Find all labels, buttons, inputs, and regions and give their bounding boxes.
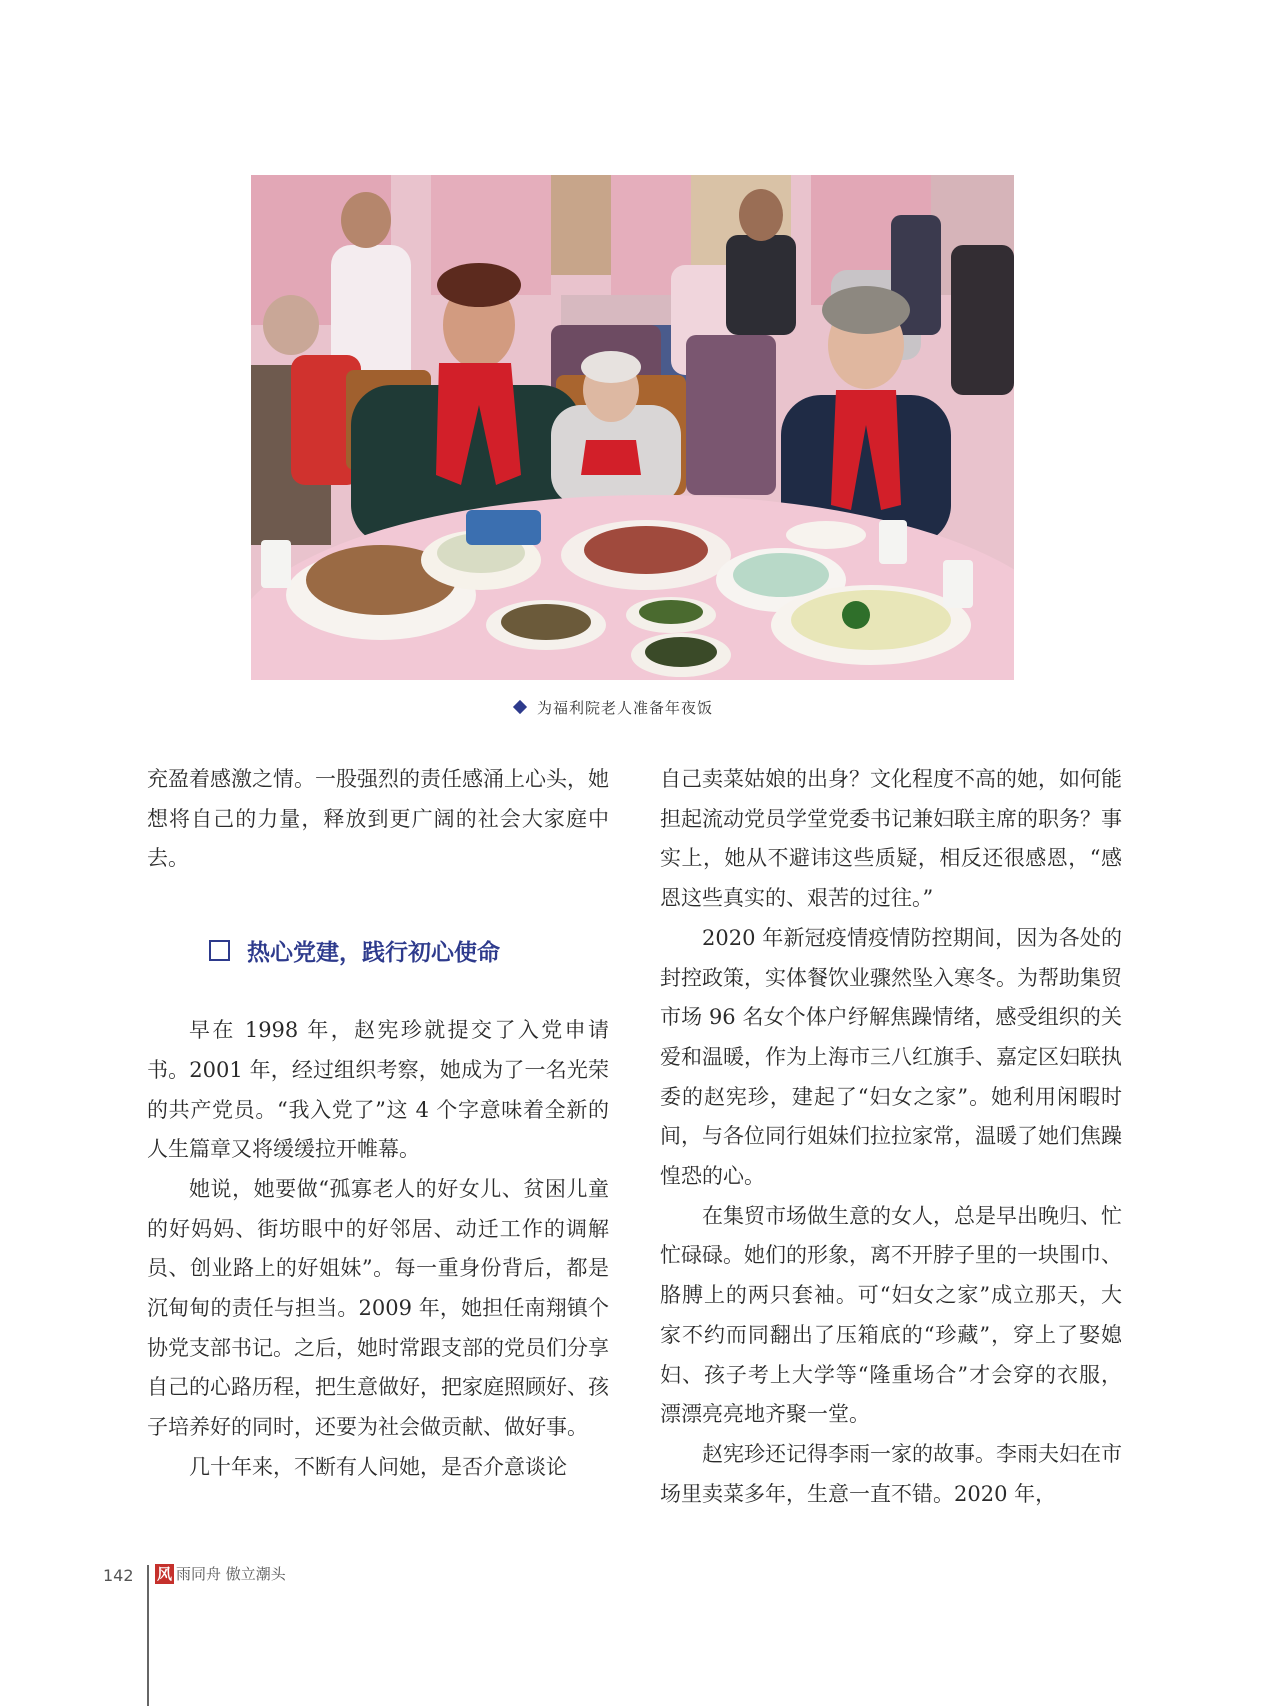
footer-divider — [147, 1565, 149, 1706]
section-heading — [209, 929, 609, 971]
right-column — [660, 760, 1122, 1514]
left-column — [147, 760, 609, 1488]
banquet-photo — [251, 175, 1014, 680]
square-bullet-icon — [209, 940, 230, 961]
running-footer — [155, 1563, 286, 1584]
caption-text: 为福利院老人准备年夜饭 — [537, 698, 714, 717]
left-paragraph-3: 她说，她要做“孤寡老人的好女儿、贫困儿童的好妈妈、街坊眼中的好邻居、动迁工作的调解员、创业路上的好姐妹”。每一重身份背后，都是沉甸甸的责任与担当。2009 年，她担任南翔镇个协党支部书记。之后，她时常跟支部的党员们分享自己的心路历程，把生意做好，把家庭照顾好、孩子培养好的同时，还要为社会做贡献、做好事。 — [147, 1176, 609, 1440]
feng-logo-icon: 风 — [157, 1564, 173, 1583]
right-paragraph-4: 赵宪珍还记得李雨一家的故事。李雨夫妇在市场里卖菜多年，生意一直不错。2020 年， — [660, 1441, 1122, 1506]
photo-caption — [515, 696, 713, 718]
diamond-bullet-icon — [513, 700, 527, 714]
right-paragraph-2: 2020 年新冠疫情疫情防控期间，因为各处的封控政策，实体餐饮业骤然坠入寒冬。为帮助集贸市场 96 名女个体户纾解焦躁情绪，感受组织的关爱和温暖，作为上海市三八红旗手、嘉定区妇联执委的赵宪珍，建起了“妇女之家”。她利用闲暇时间，与各位同行姐妹们拉拉家常，温暖了她们焦躁惶恐的心。 — [660, 925, 1122, 1189]
right-paragraph-3: 在集贸市场做生意的女人，总是早出晚归、忙忙碌碌。她们的形象，离不开脖子里的一块围巾、胳膊上的两只套袖。可“妇女之家”成立那天，大家不约而同翻出了压箱底的“珍藏”，穿上了娶媳妇、孩子考上大学等“隆重场合”才会穿的衣服，漂漂亮亮地齐聚一堂。 — [660, 1203, 1122, 1427]
footer-title-text: 雨同舟 傲立潮头 — [176, 1565, 286, 1583]
page-number: 142 — [103, 1566, 134, 1585]
left-paragraph-2: 早在 1998 年，赵宪珍就提交了入党申请书。2001 年，经过组织考察，她成为了一名光荣的共产党员。“我入党了”这 4 个字意味着全新的人生篇章又将缓缓拉开帷幕。 — [147, 1018, 609, 1162]
section-heading-text: 热心党建，践行初心使命 — [247, 939, 500, 966]
right-paragraph-1: 自己卖菜姑娘的出身？文化程度不高的她，如何能担起流动党员学堂党委书记兼妇联主席的职务？事实上，她从不避讳这些质疑，相反还很感恩，“感恩这些真实的、艰苦的过往。” — [660, 767, 1122, 911]
left-paragraph-4: 几十年来，不断有人问她，是否介意谈论 — [189, 1454, 567, 1479]
left-paragraph-1: 充盈着感激之情。一股强烈的责任感涌上心头，她想将自己的力量，释放到更广阔的社会大家庭中去。 — [147, 767, 609, 871]
